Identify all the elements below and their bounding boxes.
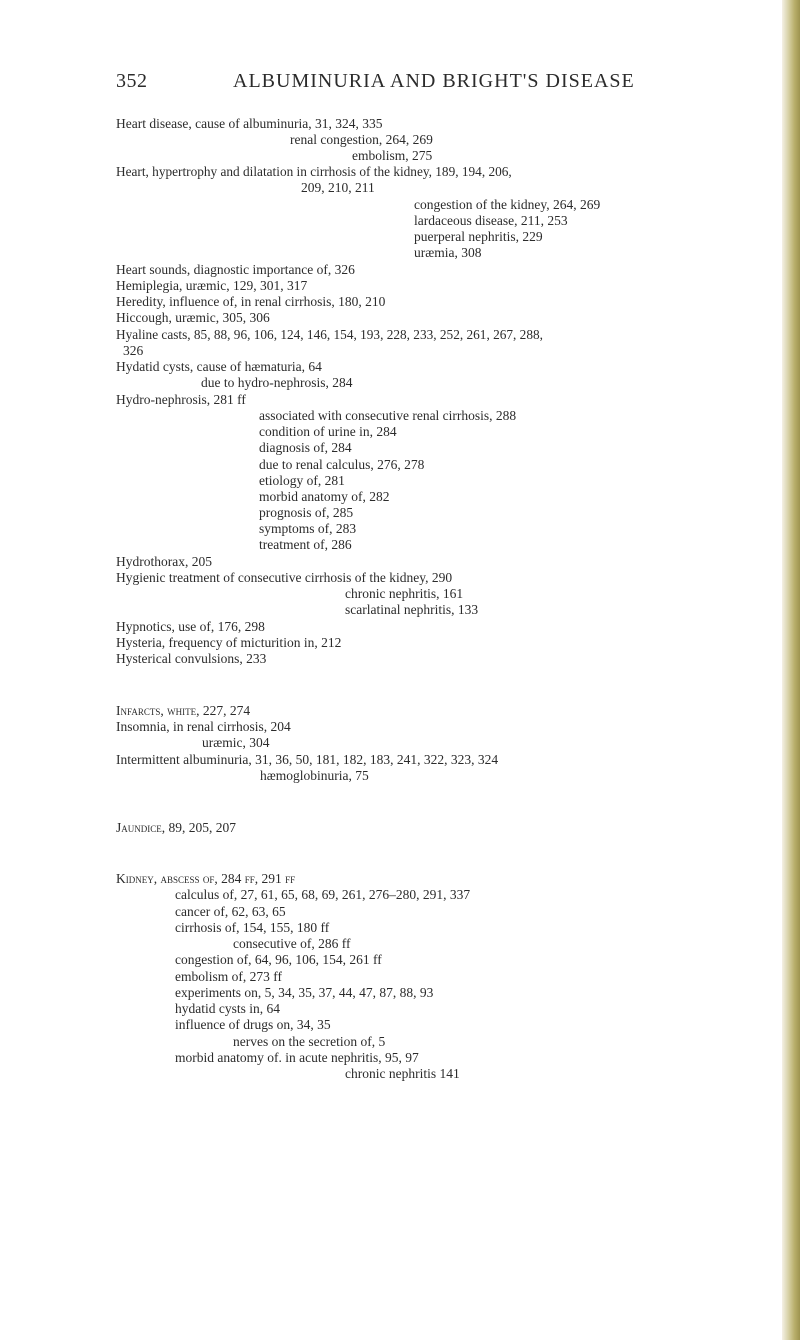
index-subentry: uræmic, 304 <box>202 735 270 750</box>
index-subentry: hæmoglobinuria, 75 <box>260 768 369 783</box>
index-entry: Intermittent albuminuria, 31, 36, 50, 181, 182, 183, 241, 322, 323, 324 <box>116 752 499 767</box>
index-entry: Hysterical convulsions, 233 <box>116 651 267 666</box>
index-subentry: chronic nephritis 141 <box>345 1066 460 1081</box>
index-entry: Kidney, abscess of, 284 ff, 291 ff <box>116 871 296 886</box>
index-entry: Hypnotics, use of, 176, 298 <box>116 619 265 634</box>
index-entry: Insomnia, in renal cirrhosis, 204 <box>116 719 291 734</box>
index-subentry: renal congestion, 264, 269 <box>290 132 433 147</box>
index-subentry: associated with consecutive renal cirrhosis, 288 <box>259 408 517 423</box>
index-subentry: diagnosis of, 284 <box>259 440 352 455</box>
index-entry: Heart, hypertrophy and dilatation in cirrhosis of the kidney, 189, 194, 206, <box>116 164 512 179</box>
index-subentry: congestion of the kidney, 264, 269 <box>414 197 601 212</box>
index-continuation: 326 <box>123 343 144 358</box>
running-title: ALBUMINURIA AND BRIGHT'S DISEASE <box>233 70 635 92</box>
index-entry: Hygienic treatment of consecutive cirrhosis of the kidney, 290 <box>116 570 453 585</box>
index-entry: Heart sounds, diagnostic importance of, 326 <box>116 262 355 277</box>
index-subentry: hydatid cysts in, 64 <box>175 1001 280 1016</box>
index-entry: Hemiplegia, uræmic, 129, 301, 317 <box>116 278 308 293</box>
index-entry: Hysteria, frequency of micturition in, 212 <box>116 635 342 650</box>
index-subentry: nerves on the secretion of, 5 <box>233 1034 386 1049</box>
index-subentry: etiology of, 281 <box>259 473 345 488</box>
index-subentry: morbid anatomy of. in acute nephritis, 95, 97 <box>175 1050 419 1065</box>
index-subentry: experiments on, 5, 34, 35, 37, 44, 47, 87, 88, 93 <box>175 985 434 1000</box>
index-entry: Hiccough, uræmic, 305, 306 <box>116 310 270 325</box>
page-number: 352 <box>116 70 148 92</box>
index-subentry: morbid anatomy of, 282 <box>259 489 390 504</box>
index-subentry: congestion of, 64, 96, 106, 154, 261 ff <box>175 952 382 967</box>
index-continuation: 209, 210, 211 <box>301 180 375 195</box>
index-subentry: cancer of, 62, 63, 65 <box>175 904 286 919</box>
index-subentry: due to hydro-nephrosis, 284 <box>201 375 353 390</box>
index-subentry: uræmia, 308 <box>414 245 482 260</box>
index-subentry: cirrhosis of, 154, 155, 180 ff <box>175 920 330 935</box>
index-entry: Heart disease, cause of albuminuria, 31, 324, 335 <box>116 116 383 131</box>
index-subentry: consecutive of, 286 ff <box>233 936 351 951</box>
index-subentry: puerperal nephritis, 229 <box>414 229 543 244</box>
index-entry: Jaundice, 89, 205, 207 <box>116 820 236 835</box>
index-subentry: embolism, 275 <box>352 148 433 163</box>
index-entry: Heredity, influence of, in renal cirrhosis, 180, 210 <box>116 294 386 309</box>
index-subentry: prognosis of, 285 <box>259 505 354 520</box>
index-entry: Hydro-nephrosis, 281 ff <box>116 392 246 407</box>
index-subentry: symptoms of, 283 <box>259 521 357 536</box>
page-edge <box>782 0 800 1340</box>
index-entry: Hydrothorax, 205 <box>116 554 212 569</box>
index-subentry: condition of urine in, 284 <box>259 424 397 439</box>
index-subentry: chronic nephritis, 161 <box>345 586 464 601</box>
index-subentry: treatment of, 286 <box>259 537 352 552</box>
index-subentry: calculus of, 27, 61, 65, 68, 69, 261, 276–280, 291, 337 <box>175 887 471 902</box>
index-subentry: influence of drugs on, 34, 35 <box>175 1017 331 1032</box>
index-subentry: embolism of, 273 ff <box>175 969 282 984</box>
index-entry: Hydatid cysts, cause of hæmaturia, 64 <box>116 359 322 374</box>
index-subentry: lardaceous disease, 211, 253 <box>414 213 568 228</box>
index-entry: Hyaline casts, 85, 88, 96, 106, 124, 146, 154, 193, 228, 233, 252, 261, 267, 288, <box>116 327 543 342</box>
index-subentry: due to renal calculus, 276, 278 <box>259 457 425 472</box>
index-entry: Infarcts, white, 227, 274 <box>116 703 251 718</box>
index-subentry: scarlatinal nephritis, 133 <box>345 602 479 617</box>
